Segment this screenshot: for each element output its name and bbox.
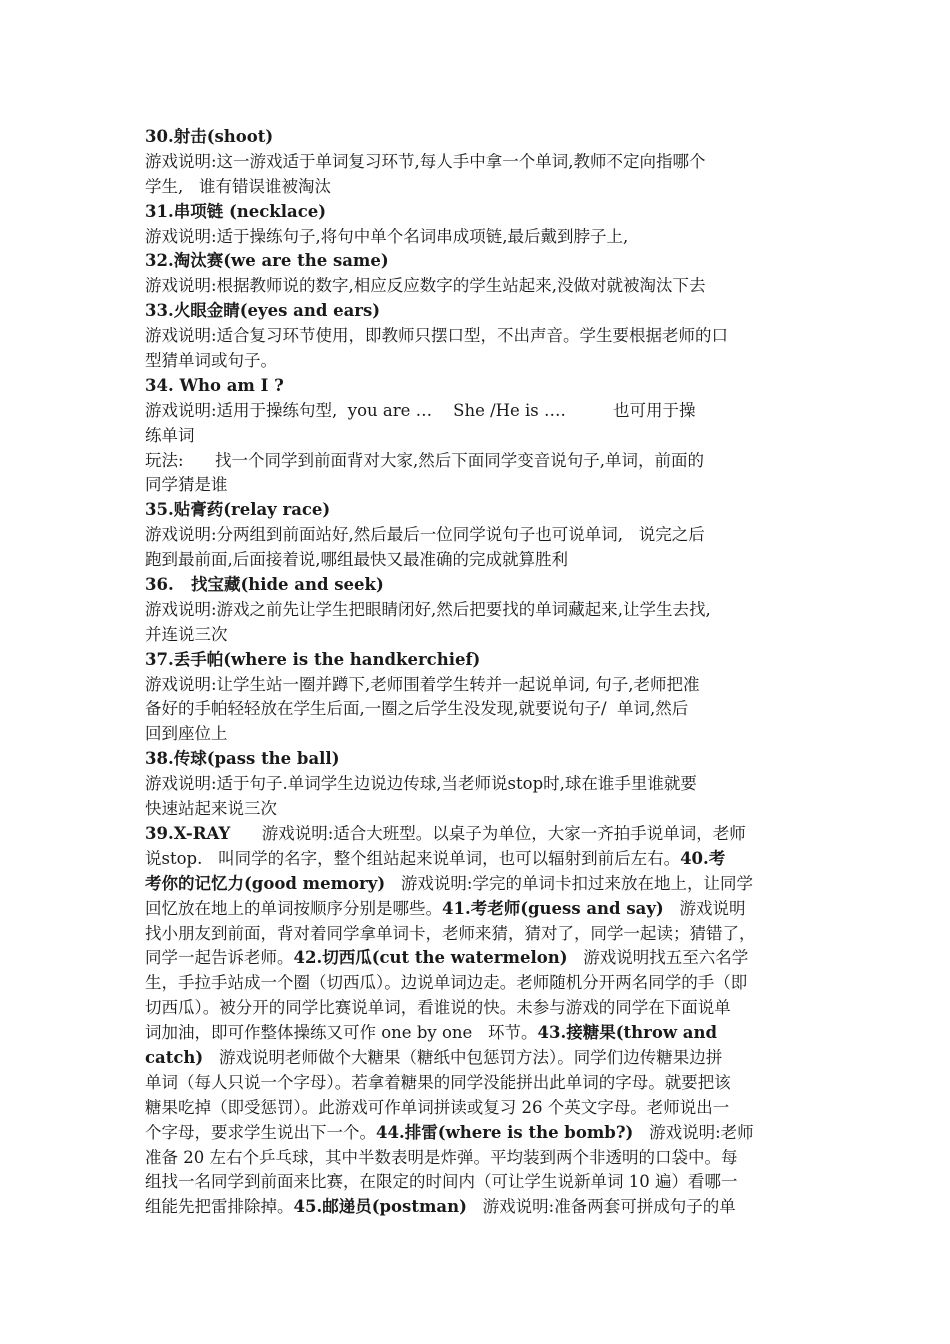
section-heading: 40.考	[680, 848, 726, 868]
body-text: 游戏说明:分两组到前面站好,然后最后一位同学说句子也可说单词, 说完之后	[145, 525, 705, 545]
text-line	[145, 150, 810, 175]
text-line	[145, 1021, 810, 1046]
text-line	[145, 1195, 810, 1220]
body-text: 找小朋友到前面，背对着同学拿单词卡，老师来猜，猜对了，同学一起读；猜错了，	[145, 923, 756, 943]
body-text: 回忆放在地上的单词按顺序分别是哪些。	[145, 898, 442, 918]
section-heading: 45.邮递员(postman)	[293, 1197, 467, 1217]
section-heading: catch)	[145, 1047, 204, 1067]
body-text: 玩法: 找一个同学到前面背对大家,然后下面同学变音说句子,单词，前面的	[145, 450, 705, 470]
text-line	[145, 548, 810, 573]
body-text: 游戏说明:适合复习环节使用，即教师只摆口型，不出声音。学生要根据老师的口	[145, 326, 729, 346]
text-line	[145, 648, 810, 673]
body-text: 游戏说明:适于操练句子,将句中单个名词串成项链,最后戴到脖子上,	[145, 226, 629, 246]
body-text: 个字母，要求学生说出下一个。	[145, 1122, 376, 1142]
text-line	[145, 697, 810, 722]
body-text: 组能先把雷排除掉。	[145, 1197, 294, 1217]
body-text: 并连说三次	[145, 624, 228, 644]
document-page	[145, 125, 810, 1220]
body-text: 快速站起来说三次	[145, 799, 277, 819]
text-line	[145, 374, 810, 399]
body-text: 练单词	[145, 425, 195, 445]
body-text: 备好的手帕轻轻放在学生后面,一圈之后学生没发现,就要说句子/ 单词,然后	[145, 699, 689, 719]
body-text: 游戏说明:适于句子.单词学生边说边传球,当老师说stop时,球在谁手里谁就要	[145, 774, 697, 794]
section-heading: 41.考老师(guess and say)	[442, 898, 664, 918]
section-heading: 31.串项链 (necklace)	[145, 201, 327, 221]
body-text: 说stop. 叫同学的名字，整个组站起来说单词，也可以辐射到前后左右。	[145, 848, 681, 868]
body-text: 糖果吃掉（即受惩罚）。此游戏可作单词拼读或复习 26 个英文字母。老师说出一	[145, 1097, 730, 1117]
body-text: 游戏说明:学完的单词卡扣过来放在地上，让同学	[385, 873, 753, 893]
text-line	[145, 1146, 810, 1171]
body-text: 游戏说明:老师	[633, 1122, 754, 1142]
body-text: 游戏说明	[663, 898, 746, 918]
text-line	[145, 200, 810, 225]
text-line	[145, 822, 810, 847]
body-text: 学生, 谁有错误谁被淘汰	[145, 176, 331, 196]
text-line	[145, 175, 810, 200]
section-heading: 36. 找宝藏(hide and seek)	[145, 575, 384, 595]
section-heading: 35.贴膏药(relay race)	[145, 500, 331, 520]
text-line	[145, 747, 810, 772]
body-text: 游戏说明:根据教师说的数字,相应反应数字的学生站起来,没做对就被淘汰下去	[145, 276, 706, 296]
text-line	[145, 623, 810, 648]
body-text: 切西瓜）。被分开的同学比赛说单词，看谁说的快。未参与游戏的同学在下面说单	[145, 998, 731, 1018]
text-line	[145, 424, 810, 449]
text-line	[145, 1121, 810, 1146]
text-line	[145, 473, 810, 498]
body-text: 回到座位上	[145, 724, 228, 744]
body-text: 同学猜是谁	[145, 475, 228, 495]
section-heading: 考你的记忆力(good memory)	[145, 873, 386, 893]
body-text: 词加油，即可作整体操练又可作 one by one 环节。	[145, 1023, 538, 1043]
body-text: 游戏说明:让学生站一圈并蹲下,老师围着学生转并一起说单词, 句子,老师把准	[145, 674, 700, 694]
section-heading: 34. Who am I ?	[145, 375, 284, 395]
text-line	[145, 1071, 810, 1096]
text-line	[145, 274, 810, 299]
text-line	[145, 449, 810, 474]
text-line	[145, 872, 810, 897]
text-line	[145, 299, 810, 324]
body-text: 型猜单词或句子。	[145, 351, 277, 371]
text-line	[145, 249, 810, 274]
text-line	[145, 573, 810, 598]
text-line	[145, 673, 810, 698]
text-line	[145, 324, 810, 349]
text-line	[145, 946, 810, 971]
section-heading: 42.切西瓜(cut the watermelon)	[293, 948, 568, 968]
text-line	[145, 772, 810, 797]
section-heading: 30.射击(shoot)	[145, 127, 274, 146]
text-line	[145, 1170, 810, 1195]
text-line	[145, 598, 810, 623]
text-line	[145, 349, 810, 374]
text-line	[145, 996, 810, 1021]
body-text: 游戏说明老师做个大糖果（糖纸中包惩罚方法）。同学们边传糖果边拼	[203, 1047, 723, 1067]
body-text: 游戏说明:游戏之前先让学生把眼睛闭好,然后把要找的单词藏起来,让学生去找,	[145, 599, 711, 619]
text-line	[145, 523, 810, 548]
body-text: 同学一起告诉老师。	[145, 948, 294, 968]
body-text: 组找一名同学到前面来比赛，在限定的时间内（可让学生说新单词 10 遍）看哪一	[145, 1172, 738, 1192]
text-line	[145, 399, 810, 424]
text-line	[145, 897, 810, 922]
section-heading: 43.接糖果(throw and	[537, 1023, 718, 1043]
text-line	[145, 797, 810, 822]
body-text: 游戏说明:适合大班型。以桌子为单位，大家一齐拍手说单词，老师	[230, 823, 746, 843]
body-text: 游戏说明:这一游戏适于单词复习环节,每人手中拿一个单词,教师不定向指哪个	[145, 151, 706, 171]
body-text: 生，手拉手站成一个圈（切西瓜）。边说单词边走。老师随机分开两名同学的手（即	[145, 973, 748, 993]
text-line	[145, 225, 810, 250]
text-line	[145, 971, 810, 996]
text-line	[145, 847, 810, 872]
body-text: 准备 20 左右个乒乓球，其中半数表明是炸弹。平均装到两个非透明的口袋中。每	[145, 1147, 738, 1167]
body-text: 跑到最前面,后面接着说,哪组最快又最准确的完成就算胜利	[145, 550, 568, 570]
body-text: 游戏说明:适用于操练句型, you are … She /He is …. 也可用于操	[145, 400, 696, 420]
body-text: 单词（每人只说一个字母）。若拿着糖果的同学没能拼出此单词的字母。就要把该	[145, 1072, 731, 1092]
text-line	[145, 125, 810, 150]
text-line	[145, 498, 810, 523]
text-line	[145, 1046, 810, 1071]
text-line	[145, 1096, 810, 1121]
section-heading: 44.排雷(where is the bomb?)	[376, 1122, 634, 1142]
section-heading: 32.淘汰赛(we are the same)	[145, 251, 389, 271]
body-text: 游戏说明:准备两套可拼成句子的单	[466, 1197, 736, 1217]
section-heading: 33.火眼金睛(eyes and ears)	[145, 301, 381, 321]
section-heading: 38.传球(pass the ball)	[145, 749, 340, 769]
section-heading: 39.X-RAY	[145, 823, 231, 843]
section-heading: 37.丢手帕(where is the handkerchief)	[145, 649, 481, 669]
text-line	[145, 922, 810, 947]
text-line	[145, 722, 810, 747]
body-text: 游戏说明找五至六名学	[567, 948, 749, 968]
